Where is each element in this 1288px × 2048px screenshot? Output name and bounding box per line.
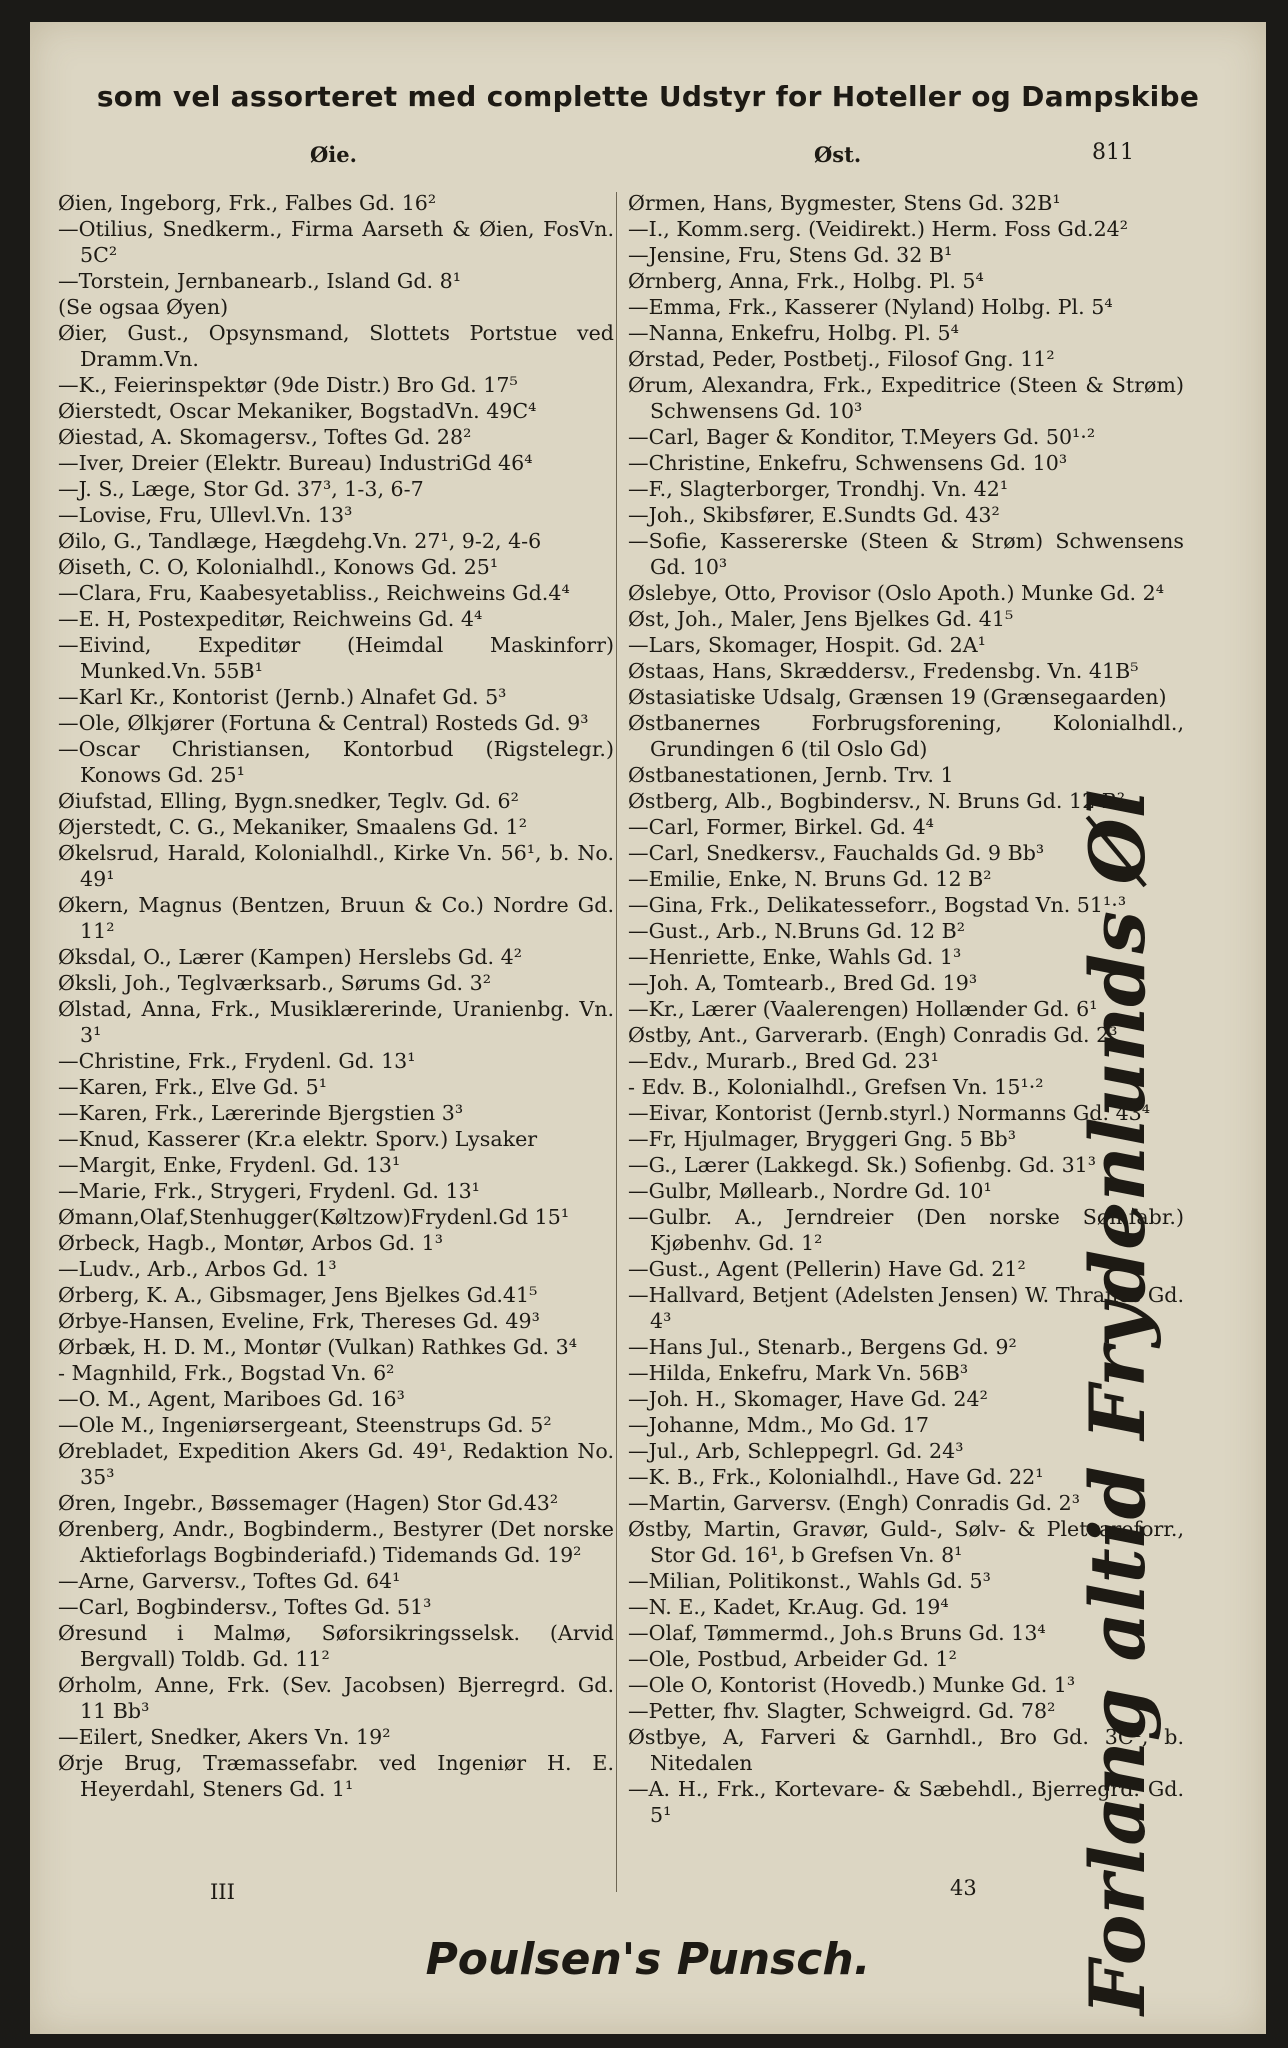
- directory-entry: Ørebladet, Expedition Akers Gd. 49¹, Redaktion No. 35³: [58, 1439, 614, 1489]
- directory-entry: —Edv., Murarb., Bred Gd. 23¹: [628, 1049, 939, 1073]
- directory-entry: —Carl, Bogbindersv., Toftes Gd. 51³: [58, 1595, 432, 1619]
- directory-entry: —Arne, Garversv., Toftes Gd. 64¹: [58, 1569, 401, 1593]
- directory-entry: —N. E., Kadet, Kr.Aug. Gd. 19⁴: [628, 1595, 949, 1619]
- directory-entry: Østberg, Alb., Bogbindersv., N. Bruns Gd. 12 B²: [628, 789, 1126, 813]
- left-column-header: Øie.: [310, 142, 357, 167]
- directory-entry: —Gust., Arb., N.Bruns Gd. 12 B²: [628, 919, 966, 943]
- directory-entry: Økern, Magnus (Bentzen, Bruun & Co.) Nordre Gd. 11²: [58, 893, 614, 943]
- directory-entry: —Petter, fhv. Slagter, Schweigrd. Gd. 78²: [628, 1699, 1056, 1723]
- directory-entry: —O. M., Agent, Mariboes Gd. 16³: [58, 1387, 405, 1411]
- directory-entry: Øilo, G., Tandlæge, Hægdehg.Vn. 27¹, 9-2, 4-6: [58, 529, 542, 553]
- directory-entry: —Milian, Politikonst., Wahls Gd. 5³: [628, 1569, 991, 1593]
- directory-entry: Ørbæk, H. D. M., Montør (Vulkan) Rathkes Gd. 3⁴: [58, 1335, 577, 1359]
- directory-entry: —Marie, Frk., Strygeri, Frydenl. Gd. 13¹: [58, 1179, 480, 1203]
- right-column-header: Øst.: [814, 142, 862, 167]
- directory-entry: —Gulbr, Møllearb., Nordre Gd. 10¹: [628, 1179, 992, 1203]
- directory-entry: —Gina, Frk., Delikatesseforr., Bogstad Vn. 51¹·³: [628, 893, 1127, 917]
- side-advertisement: Forlang altid Frydenlunds Øl: [1073, 789, 1162, 2015]
- directory-entry: Øier, Gust., Opsynsmand, Slottets Portstue ved Dramm.Vn.: [58, 321, 614, 371]
- directory-entry: —K., Feierinspektør (9de Distr.) Bro Gd. 17⁵: [58, 373, 518, 397]
- directory-entry: —E. H, Postexpeditør, Reichweins Gd. 4⁴: [58, 607, 483, 631]
- directory-entry: Ørholm, Anne, Frk. (Sev. Jacobsen) Bjerregrd. Gd. 11 Bb³: [58, 1673, 614, 1723]
- directory-entry: Ørberg, K. A., Gibsmager, Jens Bjelkes Gd.41⁵: [58, 1283, 538, 1307]
- footer-signature-left: III: [210, 1880, 235, 1904]
- directory-entry: Ørstad, Peder, Postbetj., Filosof Gng. 11²: [628, 347, 1055, 371]
- directory-entry: Ørbeck, Hagb., Montør, Arbos Gd. 1³: [58, 1231, 444, 1255]
- directory-entry: Øresund i Malmø, Søforsikringsselsk. (Arvid Bergvall) Toldb. Gd. 11²: [58, 1621, 614, 1671]
- directory-entry: —Emilie, Enke, N. Bruns Gd. 12 B²: [628, 867, 992, 891]
- top-advertisement: som vel assorteret med complette Udstyr for Hoteller og Dampskibe: [96, 80, 1200, 113]
- directory-entry: —Hilda, Enkefru, Mark Vn. 56B³: [628, 1361, 969, 1385]
- directory-entry: —Jul., Arb, Schleppegrl. Gd. 24³: [628, 1439, 964, 1463]
- directory-entry: —Fr, Hjulmager, Bryggeri Gng. 5 Bb³: [628, 1127, 1016, 1151]
- directory-entry: —Clara, Fru, Kaabesyetabliss., Reichweins Gd.4⁴: [58, 581, 570, 605]
- directory-entry: - Edv. B., Kolonialhdl., Grefsen Vn. 15¹·²: [628, 1075, 1044, 1099]
- directory-entry: —Gust., Agent (Pellerin) Have Gd. 21²: [628, 1257, 1026, 1281]
- directory-entry: Øslebye, Otto, Provisor (Oslo Apoth.) Munke Gd. 2⁴: [628, 581, 1164, 605]
- directory-entry: Øksli, Joh., Teglværksarb., Sørums Gd. 3²: [58, 971, 492, 995]
- directory-entry: —Joh. H., Skomager, Have Gd. 24²: [628, 1387, 988, 1411]
- directory-entry: —Lars, Skomager, Hospit. Gd. 2A¹: [628, 633, 986, 657]
- directory-entry: —Christine, Enkefru, Schwensens Gd. 10³: [628, 451, 1068, 475]
- directory-entry: —Eivind, Expeditør (Heimdal Maskinforr) Munked.Vn. 55B¹: [58, 633, 614, 683]
- directory-entry: (Se ogsaa Øyen): [58, 295, 229, 319]
- directory-entry: —Carl, Bager & Konditor, T.Meyers Gd. 50¹·²: [628, 425, 1096, 449]
- directory-entry: Øiufstad, Elling, Bygn.snedker, Teglv. Gd. 6²: [58, 789, 519, 813]
- directory-entry: —Ole O, Kontorist (Hovedb.) Munke Gd. 1³: [628, 1673, 1076, 1697]
- directory-entry: —Karen, Frk., Lærerinde Bjergstien 3³: [58, 1101, 464, 1125]
- directory-entry: —Knud, Kasserer (Kr.a elektr. Sporv.) Lysaker: [58, 1127, 538, 1151]
- directory-entry: —Torstein, Jernbanearb., Island Gd. 8¹: [58, 269, 461, 293]
- directory-entry: —Nanna, Enkefru, Holbg. Pl. 5⁴: [628, 321, 959, 345]
- directory-entry: - Magnhild, Frk., Bogstad Vn. 6²: [58, 1361, 395, 1385]
- directory-entry: Øien, Ingeborg, Frk., Falbes Gd. 16²: [58, 191, 437, 215]
- directory-entry: Øiseth, C. O, Kolonialhdl., Konows Gd. 25¹: [58, 555, 499, 579]
- directory-entry: Østasiatiske Udsalg, Grænsen 19 (Grænsegaarden): [628, 685, 1167, 709]
- directory-entry: —Karl Kr., Kontorist (Jernb.) Alnafet Gd. 5³: [58, 685, 507, 709]
- directory-entry: Øierstedt, Oscar Mekaniker, BogstadVn. 49C⁴: [58, 399, 537, 423]
- directory-entry: —Carl, Former, Birkel. Gd. 4⁴: [628, 815, 934, 839]
- directory-entry: —Eivar, Kontorist (Jernb.styrl.) Normanns Gd. 43⁴: [628, 1101, 1151, 1125]
- directory-entry: —Martin, Garversv. (Engh) Conradis Gd. 2³: [628, 1491, 1080, 1515]
- directory-entry: —Joh. A, Tomtearb., Bred Gd. 19³: [628, 971, 978, 995]
- directory-entry: —Olaf, Tømmermd., Joh.s Bruns Gd. 13⁴: [628, 1621, 1046, 1645]
- directory-page: [30, 22, 1266, 2034]
- directory-entry: —Lovise, Fru, Ullevl.Vn. 13³: [58, 503, 353, 527]
- bottom-advertisement: Poulsen's Punsch.: [425, 1934, 871, 1985]
- directory-entry: Øksdal, O., Lærer (Kampen) Herslebs Gd. 4²: [58, 945, 522, 969]
- directory-entry: Ørnberg, Anna, Frk., Holbg. Pl. 5⁴: [628, 269, 984, 293]
- directory-entry: Ørmen, Hans, Bygmester, Stens Gd. 32B¹: [628, 191, 1061, 215]
- directory-entry: Ørenberg, Andr., Bogbinderm., Bestyrer (Det norske Aktieforlags Bogbinderiafd.) Tidemands Gd. 19²: [58, 1517, 614, 1567]
- directory-entry: Ølstad, Anna, Frk., Musiklærerinde, Uranienbg. Vn. 3¹: [58, 997, 614, 1047]
- directory-entry: —Oscar Christiansen, Kontorbud (Rigstelegr.) Konows Gd. 25¹: [58, 737, 614, 787]
- directory-entry: —G., Lærer (Lakkegd. Sk.) Sofienbg. Gd. 31³: [628, 1153, 1097, 1177]
- directory-entry: —Karen, Frk., Elve Gd. 5¹: [58, 1075, 327, 1099]
- directory-entry: —Hans Jul., Stenarb., Bergens Gd. 9²: [628, 1335, 1017, 1359]
- directory-entry: —Gulbr. A., Jerndreier (Den norske Sømfabr.) Kjøbenhv. Gd. 1²: [628, 1205, 1184, 1255]
- directory-entry: —F., Slagterborger, Trondhj. Vn. 42¹: [628, 477, 1009, 501]
- directory-entry: Østby, Ant., Garverarb. (Engh) Conradis Gd. 2³: [628, 1023, 1118, 1047]
- directory-entry: Ørbye-Hansen, Eveline, Frk, Thereses Gd. 49³: [58, 1309, 540, 1333]
- directory-entry: —Margit, Enke, Frydenl. Gd. 13¹: [58, 1153, 401, 1177]
- directory-entry: —I., Komm.serg. (Veidirekt.) Herm. Foss Gd.24²: [628, 217, 1129, 241]
- directory-entry: —Kr., Lærer (Vaalerengen) Hollænder Gd. 6¹: [628, 997, 1098, 1021]
- directory-entry: —K. B., Frk., Kolonialhdl., Have Gd. 22¹: [628, 1465, 1044, 1489]
- directory-entry: —Hallvard, Betjent (Adelsten Jensen) W. Thranes Gd. 4³: [628, 1283, 1184, 1333]
- directory-entry: —Ole, Ølkjører (Fortuna & Central) Rosteds Gd. 9³: [58, 711, 589, 735]
- directory-entry: Ørje Brug, Træmassefabr. ved Ingeniør H. E. Heyerdahl, Steners Gd. 1¹: [58, 1751, 614, 1801]
- directory-entry: —Otilius, Snedkerm., Firma Aarseth & Øien, FosVn. 5C²: [58, 217, 614, 267]
- directory-entry: —Joh., Skibsfører, E.Sundts Gd. 43²: [628, 503, 1000, 527]
- directory-entry: Øst, Joh., Maler, Jens Bjelkes Gd. 41⁵: [628, 607, 1014, 631]
- left-column: [58, 190, 614, 1802]
- directory-entry: Økelsrud, Harald, Kolonialhdl., Kirke Vn. 56¹, b. No. 49¹: [58, 841, 614, 891]
- directory-entry: —J. S., Læge, Stor Gd. 37³, 1-3, 6-7: [58, 477, 424, 501]
- column-divider: [616, 192, 617, 1892]
- directory-entry: —Christine, Frk., Frydenl. Gd. 13¹: [58, 1049, 416, 1073]
- directory-entry: Østbanernes Forbrugsforening, Kolonialhdl., Grundingen 6 (til Oslo Gd): [628, 711, 1184, 761]
- directory-entry: Øiestad, A. Skomagersv., Toftes Gd. 28²: [58, 425, 472, 449]
- page-number: 811: [1092, 140, 1134, 165]
- directory-entry: —A. H., Frk., Kortevare- & Sæbehdl., Bjerregrd. Gd. 5¹: [628, 1777, 1184, 1827]
- directory-entry: —Ole M., Ingeniørsergeant, Steenstrups Gd. 5²: [58, 1413, 552, 1437]
- directory-entry: —Carl, Snedkersv., Fauchalds Gd. 9 Bb³: [628, 841, 1045, 865]
- directory-entry: —Ole, Postbud, Arbeider Gd. 1²: [628, 1647, 957, 1671]
- directory-entry: Østbanestationen, Jernb. Trv. 1: [628, 763, 954, 787]
- directory-entry: Ømann,Olaf,Stenhugger(Køltzow)Frydenl.Gd 15¹: [58, 1205, 570, 1229]
- footer-signature-right: 43: [950, 1876, 977, 1900]
- directory-entry: —Ludv., Arb., Arbos Gd. 1³: [58, 1257, 337, 1281]
- directory-entry: Østbye, A, Farveri & Garnhdl., Bro Gd. 3C¹, b. Nitedalen: [628, 1725, 1184, 1775]
- directory-entry: Østby, Martin, Gravør, Guld-, Sølv- & Pletvareforr., Stor Gd. 16¹, b Grefsen Vn. 8¹: [628, 1517, 1184, 1567]
- directory-entry: —Henriette, Enke, Wahls Gd. 1³: [628, 945, 962, 969]
- directory-entry: —Iver, Dreier (Elektr. Bureau) IndustriGd 46⁴: [58, 451, 533, 475]
- directory-entry: —Emma, Frk., Kasserer (Nyland) Holbg. Pl. 5⁴: [628, 295, 1113, 319]
- directory-entry: —Johanne, Mdm., Mo Gd. 17: [628, 1413, 929, 1437]
- directory-entry: —Jensine, Fru, Stens Gd. 32 B¹: [628, 243, 953, 267]
- directory-entry: —Eilert, Snedker, Akers Vn. 19²: [58, 1725, 391, 1749]
- directory-entry: Ørum, Alexandra, Frk., Expeditrice (Steen & Strøm) Schwensens Gd. 10³: [628, 373, 1184, 423]
- directory-entry: —Sofie, Kassererske (Steen & Strøm) Schwensens Gd. 10³: [628, 529, 1184, 579]
- directory-entry: Øjerstedt, C. G., Mekaniker, Smaalens Gd. 1²: [58, 815, 527, 839]
- directory-entry: Østaas, Hans, Skræddersv., Fredensbg. Vn. 41B⁵: [628, 659, 1139, 683]
- directory-entry: Øren, Ingebr., Bøssemager (Hagen) Stor Gd.43²: [58, 1491, 559, 1515]
